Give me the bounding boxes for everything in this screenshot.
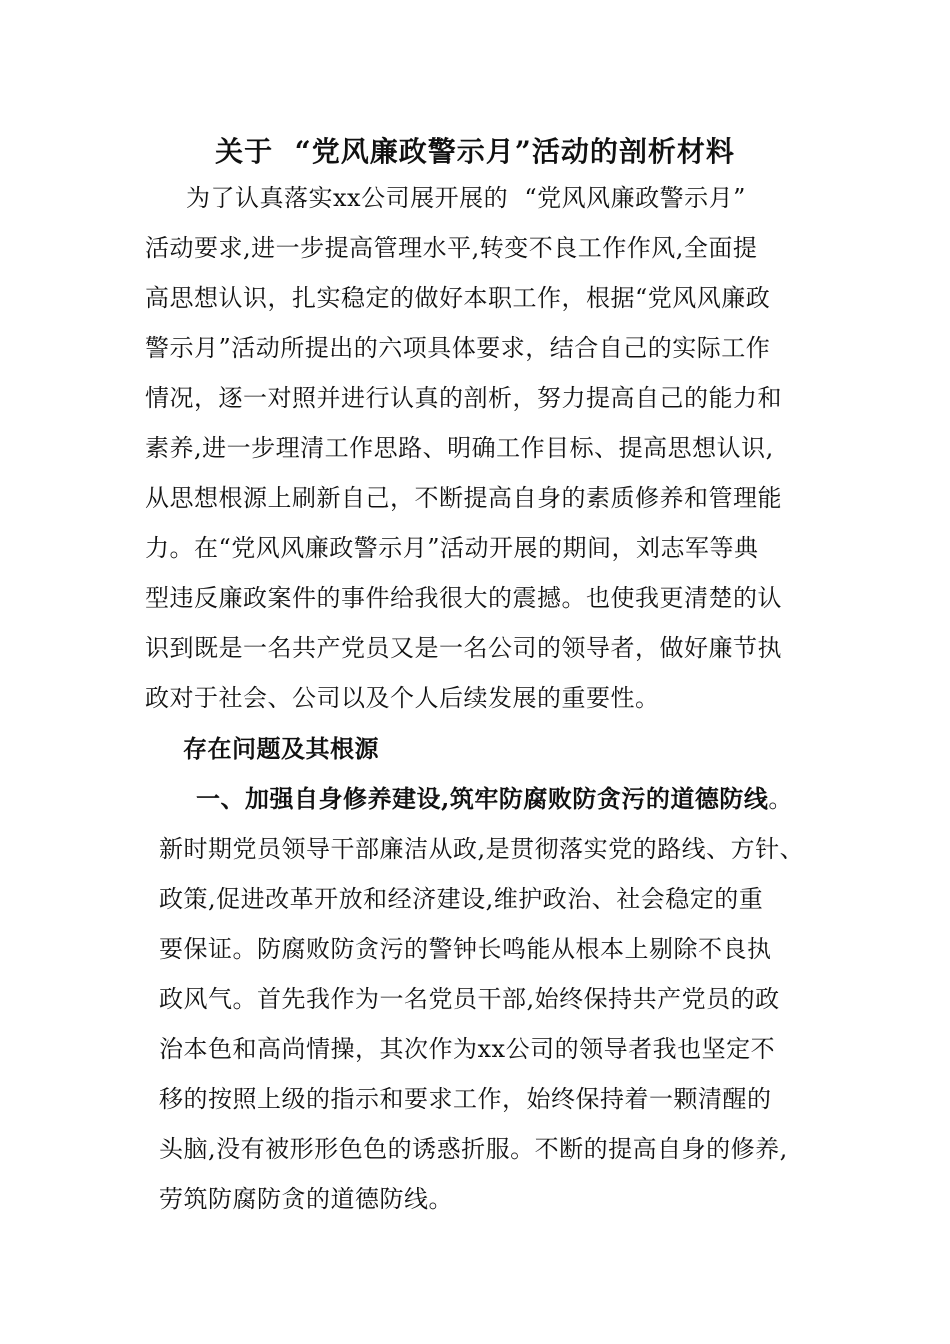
document-title: 关于 “党风廉政警示月”活动的剖析材料 [215, 135, 735, 168]
body-line: 政策,促进改革开放和经济建设,维护政治、社会稳定的重 [159, 885, 764, 913]
body-line: 头脑,没有被形形色色的诱惑折服。不断的提高自身的修养, [159, 1135, 788, 1163]
intro-line: 为了认真落实xx公司展开展的 “党风风廉政警示月” [186, 184, 746, 212]
intro-line: 素养,进一步理清工作思路、明确工作目标、提高思想认识, [145, 434, 774, 462]
intro-line: 识到既是一名共产党员又是一名公司的领导者，做好廉节执 [145, 634, 782, 662]
intro-line: 高思想认识，扎实稳定的做好本职工作，根据“党风风廉政 [145, 284, 771, 312]
intro-line: 警示月”活动所提出的六项具体要求，结合自己的实际工作 [145, 334, 771, 362]
body-line: 劳筑防腐防贪的道德防线。 [159, 1185, 453, 1213]
section-heading: 存在问题及其根源 [183, 734, 379, 763]
intro-line: 力。在“党风风廉政警示月”活动开展的期间，刘志军等典 [145, 534, 759, 562]
body-line: 治本色和高尚情操，其次作为xx公司的领导者我也坚定不 [159, 1035, 776, 1063]
intro-line: 政对于社会、公司以及个人后续发展的重要性。 [145, 684, 660, 712]
body-line: 移的按照上级的指示和要求工作，始终保持着一颗清醒的 [159, 1085, 772, 1113]
intro-line: 型违反廉政案件的事件给我很大的震撼。也使我更清楚的认 [145, 584, 782, 612]
body-line: 政风气。首先我作为一名党员干部,始终保持共产党员的政 [159, 985, 780, 1013]
subsection-heading [196, 784, 793, 813]
intro-line: 活动要求,进一步提高管理水平,转变不良工作作风,全面提 [145, 234, 758, 262]
body-line: 新时期党员领导干部廉洁从政,是贯彻落实党的路线、方针、 [159, 835, 805, 863]
subsection-heading-period: 。 [768, 785, 793, 813]
intro-line: 从思想根源上刷新自己，不断提高自身的素质修养和管理能 [145, 484, 782, 512]
intro-line: 情况，逐一对照并进行认真的剖析，努力提高自己的能力和 [145, 384, 782, 412]
body-line: 要保证。防腐败防贪污的警钟长鸣能从根本上剔除不良执 [159, 935, 772, 963]
subsection-heading-text: 一、加强自身修养建设,筑牢防腐败防贪污的道德防线 [196, 784, 769, 813]
